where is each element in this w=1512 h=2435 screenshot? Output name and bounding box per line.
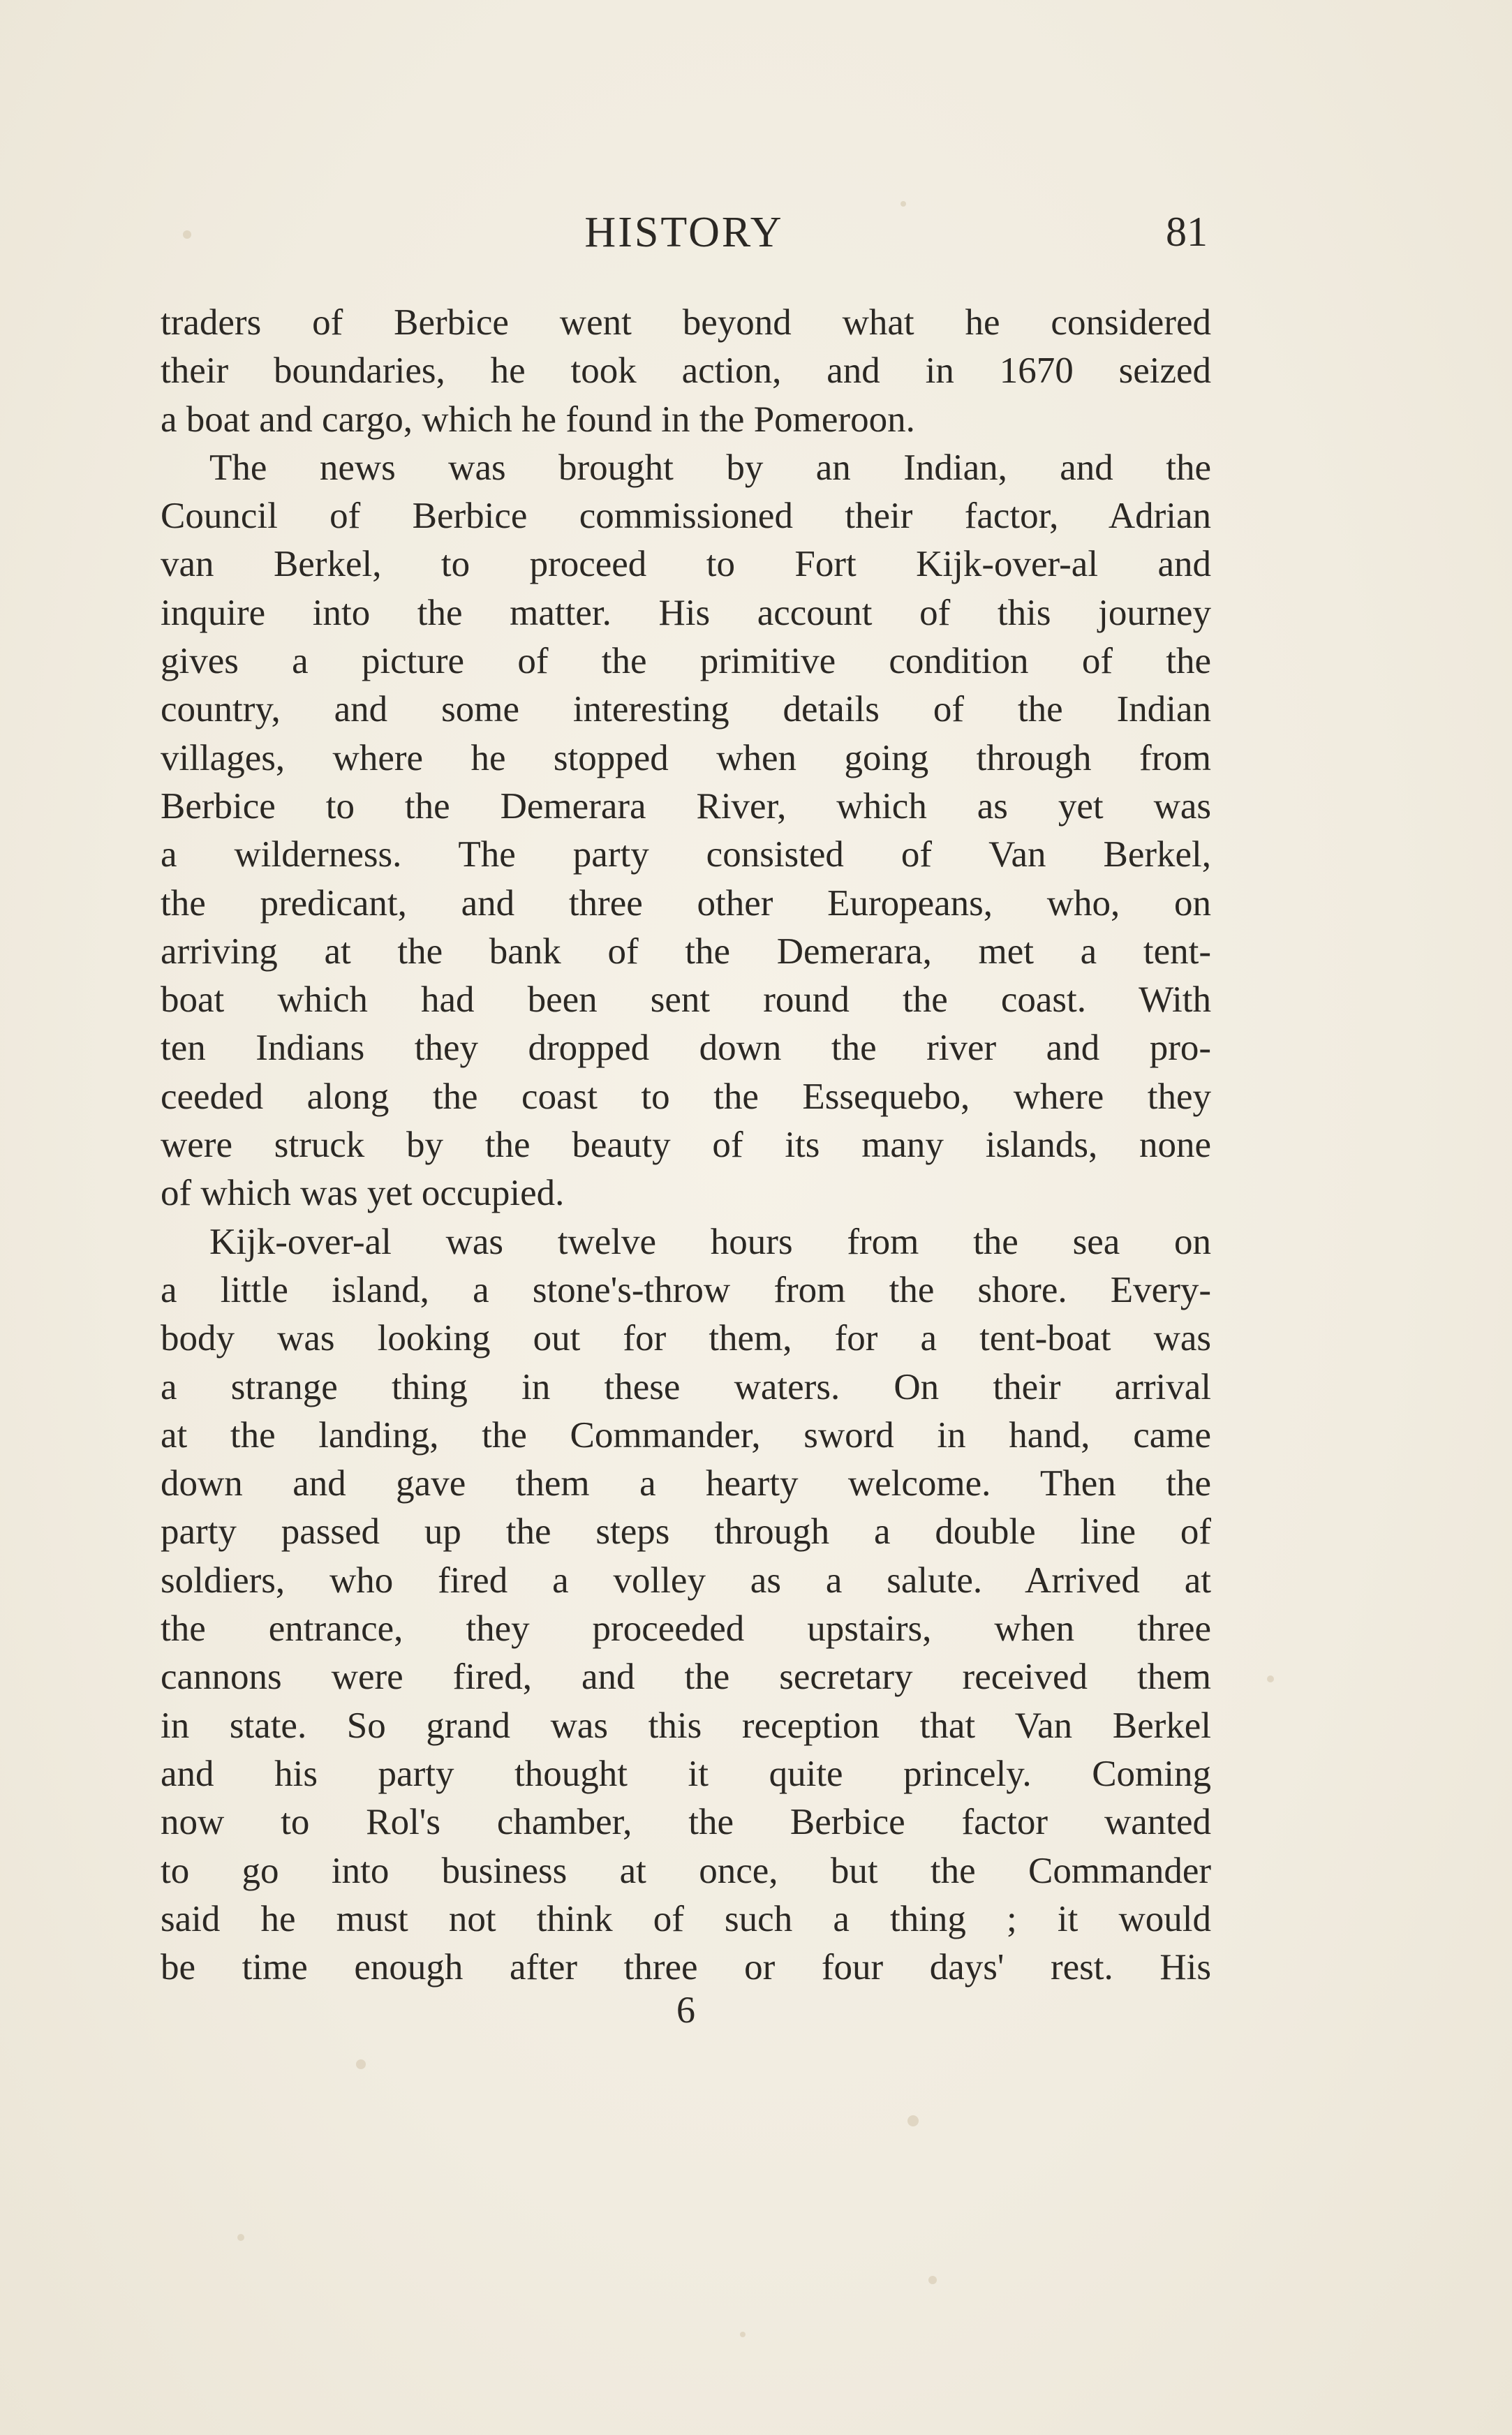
paper-speck (1267, 1675, 1274, 1682)
text-line: the entrance, they proceeded upstairs, when three (161, 1608, 1211, 1650)
text-line: ceeded along the coast to the Essequebo, where they (161, 1076, 1211, 1117)
text-line: country, and some interesting details of the Indian (161, 689, 1211, 730)
text-line: boat which had been sent round the coast. With (161, 979, 1211, 1021)
text-line: a wilderness. The party consisted of Van Berkel, (161, 834, 1211, 875)
page-number: 81 (1166, 209, 1208, 255)
text-line: be time enough after three or four days' rest. His (161, 1947, 1211, 1988)
text-line: Council of Berbice commissioned their factor, Adrian (161, 496, 1211, 537)
text-line: Kijk-over-al was twelve hours from the sea on (209, 1221, 1211, 1262)
text-line: in state. So grand was this reception that Van Berkel (161, 1705, 1211, 1746)
text-line: of which was yet occupied. (161, 1173, 565, 1214)
text-line: body was looking out for them, for a tent-boat was (161, 1318, 1211, 1359)
paper-speck (907, 2115, 919, 2126)
paper-speck (356, 2059, 366, 2069)
text-line: gives a picture of the primitive condition of the (161, 641, 1211, 682)
text-line: a strange thing in these waters. On their arrival (161, 1366, 1211, 1407)
text-line: soldiers, who fired a volley as a salute. Arrived at (161, 1560, 1211, 1601)
text-line: were struck by the beauty of its many islands, none (161, 1125, 1211, 1166)
text-line: a boat and cargo, which he found in the Pomeroon. (161, 399, 915, 440)
text-line: Berbice to the Demerara River, which as yet was (161, 785, 1211, 827)
text-line: the predicant, and three other Europeans, who, on (161, 882, 1211, 924)
paper-speck (237, 2234, 244, 2241)
text-line: their boundaries, he took action, and in 1670 seized (161, 350, 1211, 392)
text-line: a little island, a stone's-throw from the shore. Every- (161, 1269, 1211, 1310)
text-line: cannons were fired, and the secretary received them (161, 1657, 1211, 1698)
text-line: down and gave them a hearty welcome. Then the (161, 1463, 1211, 1504)
text-line: villages, where he stopped when going through from (161, 737, 1211, 778)
text-line: The news was brought by an Indian, and the (209, 447, 1211, 488)
text-line: party passed up the steps through a double line of (161, 1511, 1211, 1553)
text-line: said he must not think of such a thing ; it would (161, 1898, 1211, 1939)
signature-mark: 6 (676, 1989, 695, 2031)
page-header (161, 202, 1208, 265)
running-head: HISTORY (584, 209, 784, 256)
text-line: traders of Berbice went beyond what he considered (161, 302, 1211, 343)
paper-speck (928, 2276, 937, 2284)
body-text (161, 299, 1211, 1992)
text-line: now to Rol's chamber, the Berbice factor wanted (161, 1802, 1211, 1843)
text-line: inquire into the matter. His account of this journey (161, 592, 1211, 633)
text-line: to go into business at once, but the Commander (161, 1850, 1211, 1891)
text-line: and his party thought it quite princely. Coming (161, 1753, 1211, 1794)
paper-speck (740, 2332, 746, 2337)
text-line: arriving at the bank of the Demerara, met a tent- (161, 931, 1211, 972)
text-line: van Berkel, to proceed to Fort Kijk-over-al and (161, 544, 1211, 585)
text-line: ten Indians they dropped down the river and pro- (161, 1028, 1211, 1069)
text-line: at the landing, the Commander, sword in hand, came (161, 1414, 1211, 1456)
